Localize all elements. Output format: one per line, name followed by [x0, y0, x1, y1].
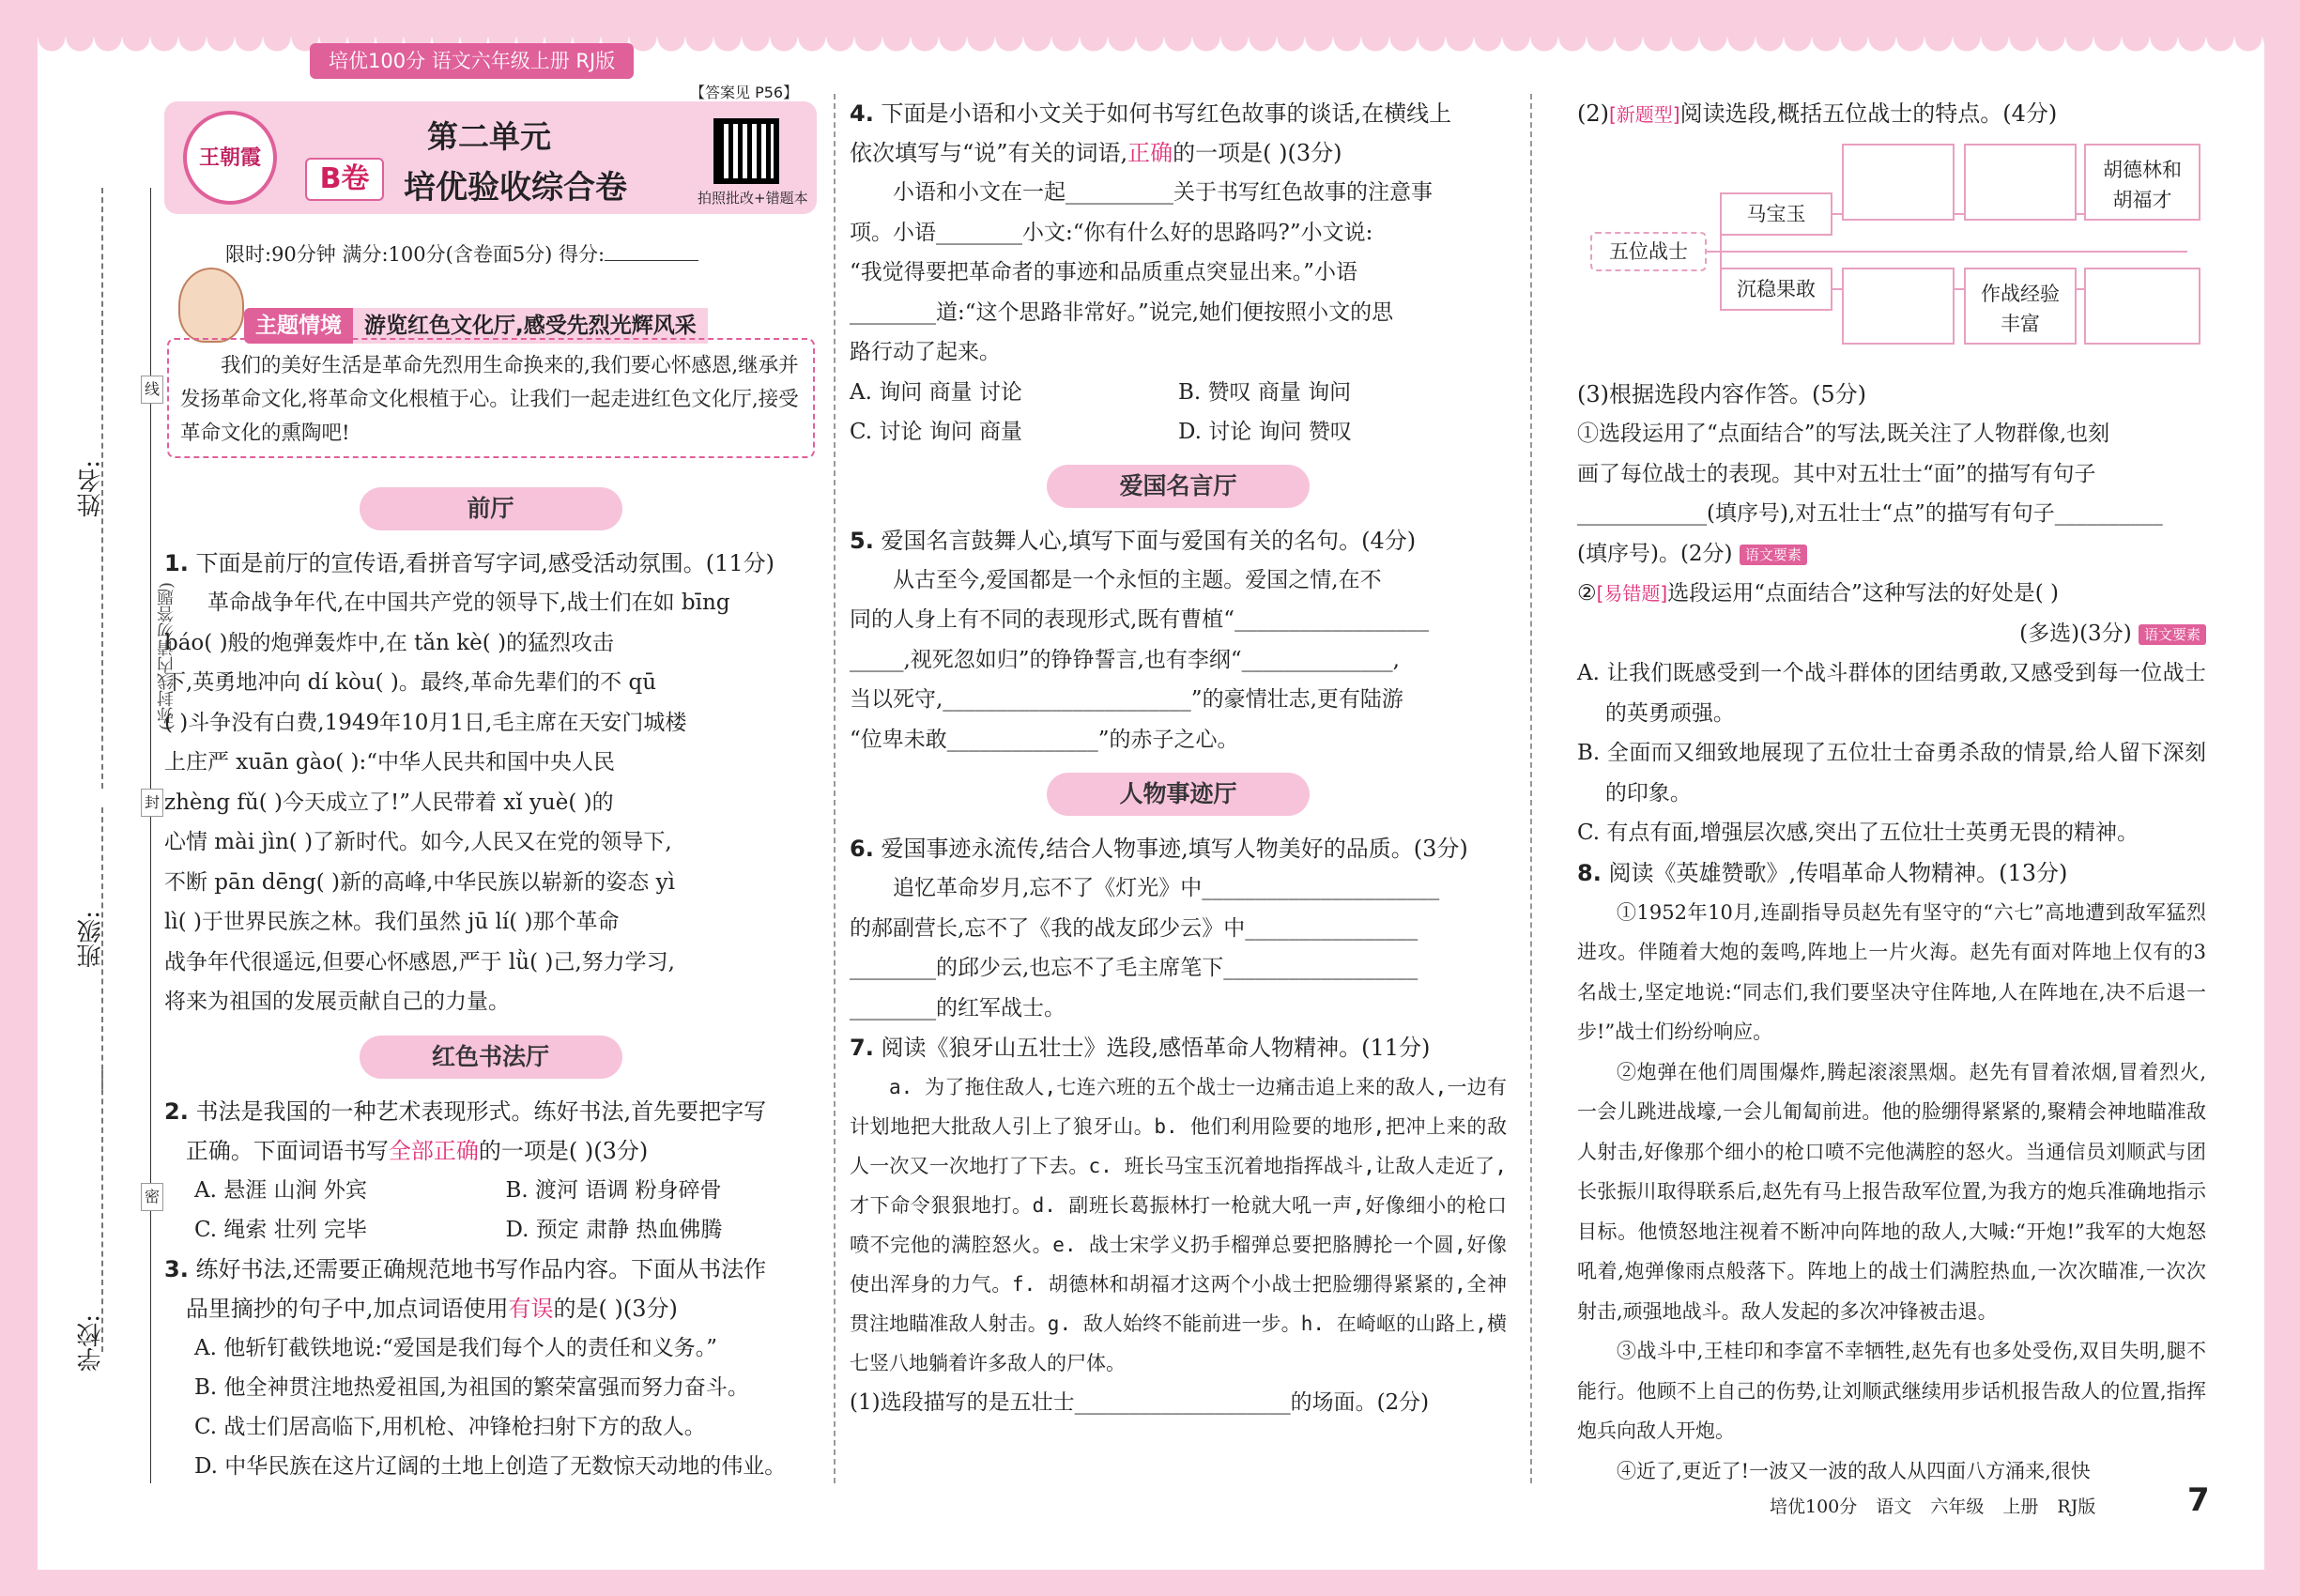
paper-b-label: B卷	[305, 158, 384, 201]
q7-3-b: ②[易错题]选段运用“点面结合”这种写法的好处是( )	[1577, 581, 2060, 606]
q5-line: “位卑未敢______________”的赤子之心。	[850, 727, 1239, 752]
q3-keyword: 有误	[508, 1295, 554, 1322]
binding-margin	[56, 188, 176, 1483]
diagram-answer-box[interactable]	[1964, 144, 2077, 221]
q7-stem: 阅读《狼牙山五壮士》选段,感悟革命人物精神。(11分)	[881, 1035, 1431, 1061]
question-5: 5. 爱国名言鼓舞人心,填写下面与爱国有关的名句。(4分)	[850, 527, 1417, 554]
page-number: 7	[2187, 1481, 2210, 1519]
q6-line: ________的邱少云,也忘不了毛主席笔下__________________	[850, 956, 1418, 980]
warriors-diagram	[1577, 142, 2206, 367]
section-calligraphy-hall: 红色书法厅	[360, 1036, 622, 1079]
q7-3-b-score	[1577, 614, 2206, 654]
q3-stem-c: 的是( )(3分)	[553, 1295, 678, 1322]
q7-2-number: (2)	[1577, 100, 1609, 127]
column-middle	[850, 94, 1507, 1423]
q4-passage-line: 小语和小文在一起__________关于书写红色故事的注意事	[893, 180, 1433, 205]
q4-passage-line: 项。小语________小文:“你有什么好的思路吗?”小文说:	[850, 220, 1373, 245]
section-heroes-hall: 人物事迹厅	[1047, 773, 1310, 816]
diagram-answer-box[interactable]	[2084, 268, 2200, 345]
column-divider	[834, 94, 836, 1483]
q7-3-option-a[interactable]: A. 让我们既感受到一个战斗群体的团结勇敢,又感受到每一位战士的英勇顽强。	[1577, 661, 2206, 726]
q6-stem: 爱国事迹永流传,结合人物事迹,填写人物美好的品质。(3分)	[881, 836, 1468, 862]
q3-option-c[interactable]: C. 战士们居高临下,用机枪、冲锋枪扫射下方的敌人。	[194, 1414, 706, 1439]
q4-passage-line: 路行动了起来。	[850, 340, 1001, 364]
q1-line: 革命战争年代,在中国共产党的领导下,战士们在如 bīng	[207, 591, 730, 615]
series-tag: 培优100分 语文六年级上册 RJ版	[310, 43, 634, 79]
q3-option-d[interactable]: D. 中华民族在这片辽阔的土地上创造了无数惊天动地的伟业。	[194, 1453, 787, 1479]
unit-title: 第二单元	[427, 118, 551, 155]
q1-stem: 下面是前厅的宣传语,看拼音写字词,感受活动氛围。(11分)	[195, 550, 774, 576]
question-1: 1. 下面是前厅的宣传语,看拼音写字词,感受活动氛围。(11分)	[164, 550, 774, 576]
question-7: 7. 阅读《狼牙山五壮士》选段,感悟革命人物精神。(11分)	[850, 1035, 1431, 1061]
q3-option-a[interactable]: A. 他斩钉截铁地说:“爱国是我们每个人的责任和义务。”	[194, 1335, 717, 1360]
q5-line: 从古至今,爱国都是一个永恒的主题。爱国之情,在不	[893, 567, 1382, 592]
name-dash-line	[101, 188, 103, 789]
q7-3-a4: (填序号)。(2分)	[1577, 541, 1733, 566]
q6-line: 追忆革命岁月,忘不了《灯光》中______________________	[893, 876, 1440, 900]
theme-box	[167, 338, 815, 458]
q1-line: 心情 mài jìn( )了新时代。如今,人民又在党的领导下,	[164, 830, 672, 854]
question-4: 4. 下面是小语和小文关于如何书写红色故事的谈话,在横线上 依次填写与“说”有关的词语,正确的一项是( )(3分)	[850, 100, 1452, 166]
q1-line: báo( )般的炮弹轰炸中,在 tǎn kè( )的猛烈攻击	[164, 630, 615, 655]
q4-passage-line: ________道:“这个思路非常好。”说完,她们便按照小文的思	[850, 299, 1394, 325]
diagram-node-experienced: 作战经验丰富	[1964, 268, 2077, 345]
q4-stem-c: 的一项是( )(3分)	[1173, 140, 1342, 166]
q4-stem-b: 依次填写与“说”有关的词语,	[850, 140, 1128, 166]
q7-3-line: ____________(填序号),对五壮士“点”的描写有句子__________	[1577, 501, 2163, 526]
q5-line: _____,视死忽如归”的铮铮誓言,也有李纲“______________,	[850, 647, 1400, 672]
q2-stem-c: 的一项是( )(3分)	[478, 1137, 649, 1164]
q1-line: zhèng fǔ( )今天成立了!”人民带着 xǐ yuè( )的	[164, 790, 614, 815]
q2-options-row	[164, 1171, 817, 1210]
q4-option-d[interactable]: D. 讨论 询问 赞叹	[1178, 419, 1352, 444]
q8-paragraph-2: ②炮弹在他们周围爆炸,腾起滚滚黑烟。赵先有冒着浓烟,冒着烈火,一会儿跳进战壕,一会儿匍匐前进。他的脸绷得紧紧的,聚精会神地瞄准敌人射击,好像那个细小的枪口喷不完他满腔的怒火。当通信员刘顺武与团长张振川取得联系后,赵先有马上报告敌军位置,为我方的炮兵准确地指示目标。他愤怒地注视着不断冲向阵地的敌人,大喊:“开炮!”我军的大炮怒吼着,炮弹像雨点般落下。阵地上的战士们满腔热血,一次次瞄准,一次次射击,顽强地战斗。敌人发起的多次冲锋被击退。	[1577, 1060, 2206, 1323]
q7-3-option-b[interactable]: B. 全面而又细致地展现了五位壮士奋勇杀敌的情景,给人留下深刻的印象。	[1577, 741, 2206, 806]
meta-text: 限时:90分钟 满分:100分(含卷面5分) 得分:	[225, 243, 606, 266]
q2-option-b[interactable]: B. 渡河 语调 粉身碎骨	[505, 1177, 722, 1203]
error-prone-tag: [易错题]	[1596, 582, 1668, 605]
q1-line: lì( )于世界民族之林。我们虽然 jū lí( )那个革命	[164, 910, 620, 934]
question-2: 2. 书法是我国的一种艺术表现形式。练好书法,首先要把字写 正确。下面词语书写全部正确的一项是( )(3分)	[164, 1097, 767, 1164]
section-patriotic-quotes-hall: 爱国名言厅	[1047, 465, 1310, 508]
q7-2-text: 阅读选段,概括五位战士的特点。(4分)	[1679, 100, 2058, 127]
q5-line: 同的人身上有不同的表现形式,既有曹植“__________________	[850, 607, 1430, 632]
literacy-badge: 语文要素	[1740, 545, 1807, 565]
q2-option-d[interactable]: D. 预定 肃静 热血佛腾	[505, 1217, 723, 1242]
q8-stem: 阅读《英雄赞歌》,传唱革命人物精神。(13分)	[1608, 859, 2068, 886]
q3-stem-a: 练好书法,还需要正确规范地书写作品内容。下面从书法作	[195, 1255, 767, 1282]
seal-note: (弥封线内请勿答题)	[157, 582, 176, 731]
q7-3-b-text: 选段运用“点面结合”这种写法的好处是( )	[1667, 581, 2060, 606]
score-blank[interactable]	[605, 233, 698, 261]
class-dash-line	[101, 807, 103, 1089]
q7-passage: a. 为了拖住敌人,七连六班的五个战士一边痛击追上来的敌人,一边有计划地把大批敌人引上了狼牙山。b. 他们利用险要的地形,把冲上来的敌人一次又一次地打了下去。c. 班长马宝玉沉着地指挥战斗,让敌人走近了,才下命令狠狠地打。d. 副班长葛振林打一枪就大吼一声,好像细小的枪口喷不完他的满腔怒火。e. 战士宋学义扔手榴弹总要把胳膊抡一个圆,好像使出浑身的力气。f. 胡德林和胡福才这两个小战士把脸绷得紧紧的,全神贯注地瞄准敌人射击。g. 敌人始终不能前进一步。h. 在崎岖的山路上,横七竖八地躺着许多敌人的尸体。	[850, 1076, 1507, 1374]
q5-stem: 爱国名言鼓舞人心,填写下面与爱国有关的名句。(4分)	[881, 527, 1417, 554]
exam-title: 培优验收综合卷	[404, 169, 627, 207]
school-dash-line	[101, 1070, 103, 1352]
q2-stem-b: 正确。下面词语书写	[185, 1137, 389, 1164]
seal-mark-line: 线	[141, 376, 163, 404]
diagram-node-mabaoyu: 马宝玉	[1720, 192, 1832, 236]
q4-option-a[interactable]: A. 询问 商量 讨论	[850, 379, 1022, 405]
diagram-answer-box[interactable]	[1842, 144, 1955, 221]
diagram-answer-box[interactable]	[1842, 268, 1955, 345]
q6-line: ________的红军战士。	[850, 995, 1066, 1021]
diagram-node-calm: 沉稳果敢	[1720, 268, 1832, 311]
q7-sub-3: (3)根据选段内容作答。(5分)	[1577, 381, 1866, 407]
column-left	[164, 474, 817, 1486]
q7-3-line: 画了每位战士的表现。其中对五壮士“面”的描写有句子	[1577, 461, 2096, 486]
diagram-node-hu: 胡德林和胡福才	[2084, 144, 2200, 221]
q7-3-line-end	[1577, 534, 2206, 575]
q4-passage-line: “我觉得要把革命者的事迹和品质重点突显出来。”小语	[850, 260, 1358, 284]
q4-options-row	[850, 412, 1507, 452]
exam-header	[164, 101, 817, 214]
exam-meta	[225, 233, 698, 268]
qr-code-icon	[713, 118, 779, 184]
q5-line: 当以死守,_______________________”的豪情壮志,更有陆游	[850, 687, 1403, 712]
q1-line: 下,英勇地冲向 dí kòu( )。最终,革命先辈们的不 qū	[164, 670, 657, 695]
column-right	[1577, 94, 2206, 1491]
diagram-axis-line	[1662, 251, 2187, 253]
answer-reference: 【答案见 P56】	[690, 84, 799, 101]
q2-options-row	[164, 1210, 817, 1250]
q4-option-b[interactable]: B. 赞叹 商量 询问	[1178, 379, 1352, 405]
q7-3-option-c[interactable]: C. 有点有面,增强层次感,突出了五位壮士英勇无畏的精神。	[1577, 821, 2139, 845]
q2-option-c[interactable]: C. 绳索 壮列 完毕	[194, 1217, 368, 1242]
q7-3-b-score-text: (多选)(3分)	[2019, 621, 2132, 646]
brand-logo: 王朝霞	[183, 111, 277, 205]
question-8: 8. 阅读《英雄赞歌》,传唱革命人物精神。(13分)	[1577, 859, 2068, 886]
q7-sub-2	[1577, 94, 2206, 134]
q1-line: 不断 pān dēng( )新的高峰,中华民族以崭新的姿态 yì	[164, 869, 675, 895]
q7-3-line: ①选段运用了“点面结合”的写法,既关注了人物群像,也刻	[1577, 422, 2110, 446]
seal-mark-seal: 封	[141, 789, 163, 817]
q1-line: 将来为祖国的发展贡献自己的力量。	[164, 990, 510, 1014]
new-type-tag: [新题型]	[1609, 103, 1680, 126]
qr-label: 拍照批改+错题本	[698, 190, 808, 207]
q3-stem-b: 品里摘抄的句子中,加点词语使用	[185, 1295, 509, 1322]
q2-stem-a: 书法是我国的一种艺术表现形式。练好书法,首先要把字写	[195, 1097, 767, 1125]
name-label: 姓名:	[77, 460, 105, 517]
page-footer: 培优100分 语文 六年级 上册 RJ版	[1770, 1496, 2096, 1517]
literacy-badge: 语文要素	[2139, 624, 2206, 645]
q7-sub-1: (1)选段描写的是五壮士____________________的场面。(2分)	[850, 1390, 1430, 1415]
class-label: 班级:	[77, 911, 105, 968]
question-6: 6. 爱国事迹永流传,结合人物事迹,填写人物美好的品质。(3分)	[850, 836, 1468, 862]
theme-label-tag: 主题情境	[244, 308, 353, 344]
girl-avatar-icon	[178, 268, 244, 343]
question-3: 3. 练好书法,还需要正确规范地书写作品内容。下面从书法作 品里摘抄的句子中,加点词语使用有误的是( )(3分)	[164, 1255, 767, 1322]
q1-line: ( )斗争没有白费,1949年10月1日,毛主席在天安门城楼	[164, 710, 687, 735]
q8-paragraph-1: ①1952年10月,连副指导员赵先有坚守的“六七”高地遭到敌军猛烈进攻。伴随着大炮的轰鸣,阵地上一片火海。赵先有面对阵地上仅有的3名战士,坚定地说:“同志们,我们要坚决守住阵地,人在阵地在,决不后退一步!”战士们纷纷响应。	[1577, 900, 2206, 1043]
section-front-hall: 前厅	[360, 487, 622, 530]
column-divider	[1530, 94, 1532, 1483]
q4-stem-a: 下面是小语和小文关于如何书写红色故事的谈话,在横线上	[881, 100, 1452, 127]
q1-line: 上庄严 xuān gào( ):“中华人民共和国中央人民	[164, 750, 615, 775]
theme-label-text: 游览红色文化厅,感受先烈光辉风采	[353, 308, 708, 344]
seal-mark-secret: 密	[141, 1183, 163, 1211]
q2-option-a[interactable]: A. 悬涯 山涧 外宾	[194, 1177, 367, 1203]
theme-text: 我们的美好生活是革命先烈用生命换来的,我们要心怀感恩,继承并发扬革命文化,将革命文化根植于心。让我们一起走进红色文化厅,接受革命文化的熏陶吧!	[180, 354, 799, 445]
q6-line: 的郝副营长,忘不了《我的战友邱少云》中________________	[850, 915, 1418, 941]
q8-paragraph-3: ③战斗中,王桂印和李富不幸牺牲,赵先有也多处受伤,双目失明,腿不能行。他顾不上自己的伤势,让刘顺武继续用步话机报告敌人的位置,指挥炮兵向敌人开炮。	[1577, 1340, 2206, 1442]
q4-option-c[interactable]: C. 讨论 询问 商量	[850, 419, 1023, 444]
school-label: 学校:	[77, 1314, 105, 1372]
q1-line: 战争年代很遥远,但要心怀感恩,严于 lǜ( )己,努力学习,	[164, 949, 675, 974]
q4-keyword: 正确	[1127, 140, 1173, 166]
q3-option-b[interactable]: B. 他全神贯注地热爱祖国,为祖国的繁荣富强而努力奋斗。	[194, 1374, 749, 1400]
diagram-center: 五位战士	[1590, 232, 1707, 271]
q4-options-row	[850, 373, 1507, 412]
q2-keyword: 全部正确	[388, 1137, 479, 1164]
q8-paragraph-4: ④近了,更近了!一波又一波的敌人从四面八方涌来,很快	[1617, 1459, 2091, 1482]
